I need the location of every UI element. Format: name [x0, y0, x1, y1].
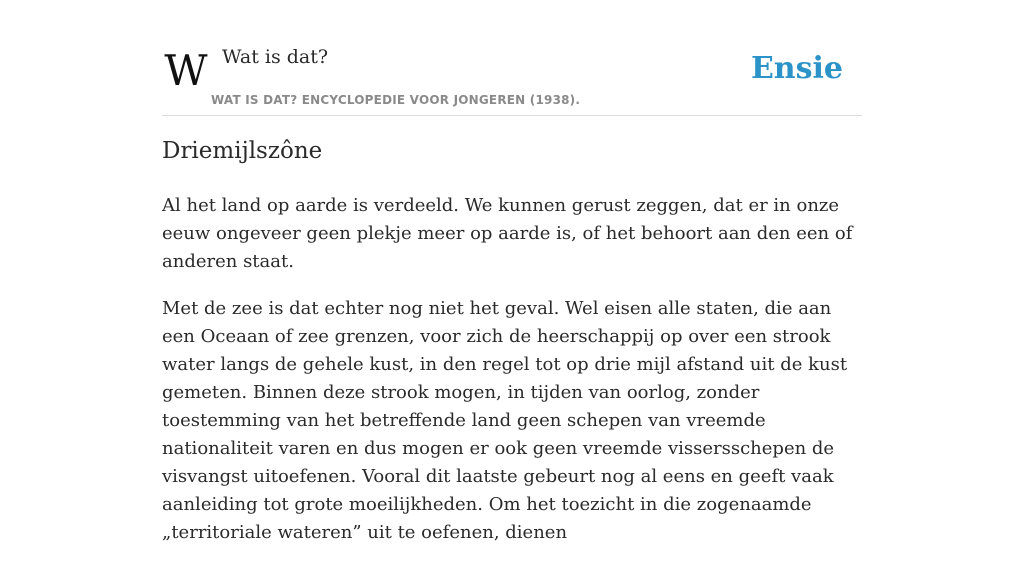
source-header: [162, 40, 862, 116]
source-title[interactable]: Wat is dat?: [222, 46, 329, 68]
article-title: Driemijlszône: [162, 138, 323, 164]
article-body: [162, 192, 862, 566]
wikipedia-w-icon[interactable]: [164, 46, 208, 95]
source-subtitle: WAT IS DAT? ENCYCLOPEDIE VOOR JONGEREN (1938).: [211, 93, 581, 107]
wikipedia-w-icon-svg: [164, 46, 208, 95]
svg-text:W: W: [164, 46, 208, 95]
article-paragraph: Met de zee is dat echter nog niet het geval. Wel eisen alle staten, die aan een Oceaan of zee grenzen, voor zich de heerschappij op over een strook water langs de gehele kust, in den regel tot op drie mijl afstand uit de kust gemeten. Binnen deze strook mogen, in tijden van oorlog, zonder toestemming van het betreffende land geen schepen van vreemde nationaliteit varen en dus mogen er ook geen vreemde vissersschepen de visvangst uitoefenen. Vooral dit laatste gebeurt nog al eens en geeft vaak aanleiding tot grote moeilijkheden. Om het toezicht in die zogenaamde „territoriale wateren” uit te oefenen, dienen: [162, 298, 848, 543]
article-paragraph: Al het land op aarde is verdeeld. We kunnen gerust zeggen, dat er in onze eeuw ongeveer geen plekje meer op aarde is, of het behoort aan den een of anderen staat.: [162, 195, 853, 272]
ensie-logo-link[interactable]: Ensie: [750, 51, 843, 86]
